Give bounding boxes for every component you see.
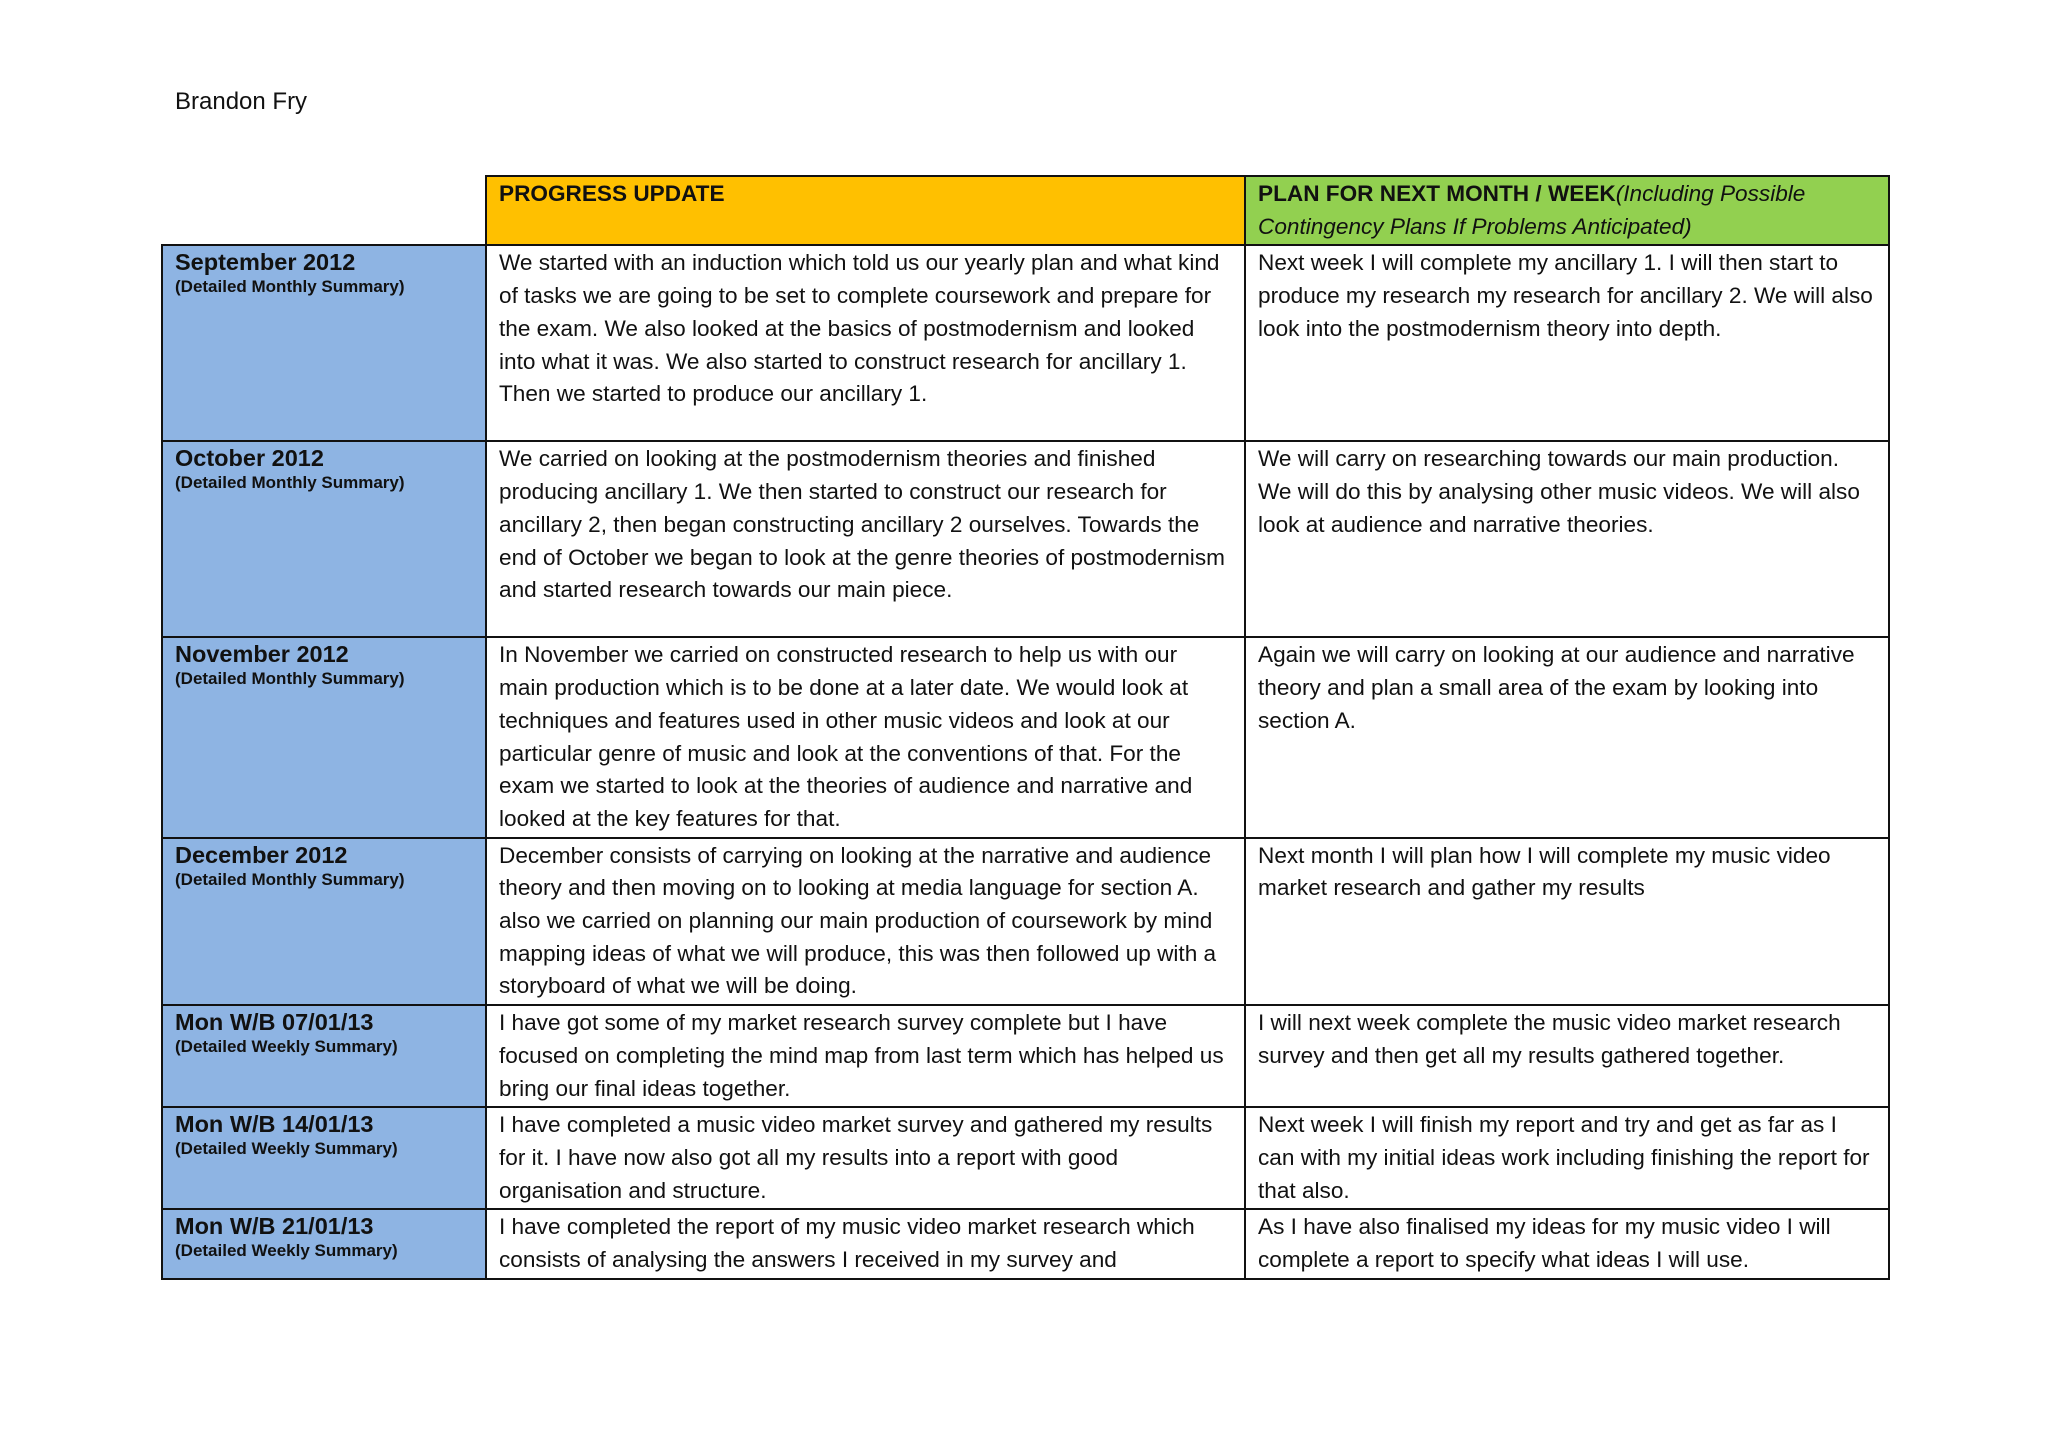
period-label: December 2012	[175, 841, 348, 868]
author-name: Brandon Fry	[175, 88, 308, 115]
row-label-cell	[162, 245, 486, 441]
table-row	[162, 441, 1889, 637]
row-label-cell	[162, 1107, 486, 1209]
row-label-cell	[162, 637, 486, 837]
table-row	[162, 838, 1889, 1006]
period-label: Mon W/B 21/01/13	[175, 1213, 374, 1240]
progress-cell: In November we carried on constructed research to help us with our main production which is to be done at a later date. We would look at techniques and features used in other music videos and look at our particular genre of music and look at the conventions of that. For the exam we started to look at the theories of audience and narrative and looked at the key features for that.	[486, 637, 1245, 837]
period-label: November 2012	[175, 641, 349, 668]
table-row	[162, 245, 1889, 441]
plan-cell: I will next week complete the music video market research survey and then get all my results gathered together.	[1245, 1005, 1889, 1107]
summary-type-label: (Detailed Weekly Summary)	[175, 1241, 398, 1261]
plan-header-title: PLAN FOR NEXT MONTH / WEEK	[1258, 181, 1616, 206]
plan-cell: We will carry on researching towards our main production. We will do this by analysing other music videos. We will also look at audience and narrative theories.	[1245, 441, 1889, 637]
progress-update-header: PROGRESS UPDATE	[486, 176, 1245, 245]
plan-cell: Next week I will finish my report and try and get as far as I can with my initial ideas work including finishing the report for that also.	[1245, 1107, 1889, 1209]
table-row	[162, 1209, 1889, 1278]
period-label: Mon W/B 14/01/13	[175, 1111, 374, 1138]
period-label: September 2012	[175, 249, 356, 276]
period-label: Mon W/B 07/01/13	[175, 1009, 374, 1036]
summary-type-label: (Detailed Monthly Summary)	[175, 277, 405, 297]
progress-cell: I have completed the report of my music video market research which consists of analysing the answers I received in my survey and	[486, 1209, 1245, 1278]
progress-cell: We started with an induction which told us our yearly plan and what kind of tasks we are going to be set to complete coursework and prepare for the exam. We also looked at the basics of postmodernism and looked into what it was. We also started to construct research for ancillary 1. Then we started to produce our ancillary 1.	[486, 245, 1245, 441]
table-header-row	[162, 176, 1889, 245]
plan-cell: Next week I will complete my ancillary 1. I will then start to produce my research my research for ancillary 2. We will also look into the postmodernism theory into depth.	[1245, 245, 1889, 441]
plan-header-note: (Including Possible Contingency Plans If Problems Anticipated)	[1258, 181, 1806, 239]
row-label-cell	[162, 838, 486, 1006]
progress-cell: December consists of carrying on looking at the narrative and audience theory and then moving on to looking at media language for section A. also we carried on planning our main production of coursework by mind mapping ideas of what we will produce, this was then followed up with a storyboard of what we will be doing.	[486, 838, 1245, 1006]
summary-type-label: (Detailed Weekly Summary)	[175, 1037, 398, 1057]
table-row	[162, 1005, 1889, 1107]
table-row	[162, 1107, 1889, 1209]
plan-cell: Next month I will plan how I will complete my music video market research and gather my results	[1245, 838, 1889, 1006]
progress-table	[161, 175, 1890, 1280]
summary-type-label: (Detailed Monthly Summary)	[175, 869, 405, 889]
table-row	[162, 637, 1889, 837]
plan-cell: As I have also finalised my ideas for my music video I will complete a report to specify what ideas I will use.	[1245, 1209, 1889, 1278]
summary-type-label: (Detailed Weekly Summary)	[175, 1139, 398, 1159]
row-label-cell	[162, 441, 486, 637]
period-label: October 2012	[175, 445, 324, 472]
plan-header	[1245, 176, 1889, 245]
progress-cell: I have got some of my market research survey complete but I have focused on completing the mind map from last term which has helped us bring our final ideas together.	[486, 1005, 1245, 1107]
row-label-cell	[162, 1209, 486, 1278]
header-corner-cell	[162, 176, 486, 245]
progress-cell: I have completed a music video market survey and gathered my results for it. I have now also got all my results into a report with good organisation and structure.	[486, 1107, 1245, 1209]
progress-cell: We carried on looking at the postmodernism theories and finished producing ancillary 1. We then started to construct our research for ancillary 2, then began constructing ancillary 2 ourselves. Towards the end of October we began to look at the genre theories of postmodernism and started research towards our main piece.	[486, 441, 1245, 637]
summary-type-label: (Detailed Monthly Summary)	[175, 669, 405, 689]
row-label-cell	[162, 1005, 486, 1107]
plan-cell: Again we will carry on looking at our audience and narrative theory and plan a small area of the exam by looking into section A.	[1245, 637, 1889, 837]
summary-type-label: (Detailed Monthly Summary)	[175, 473, 405, 493]
